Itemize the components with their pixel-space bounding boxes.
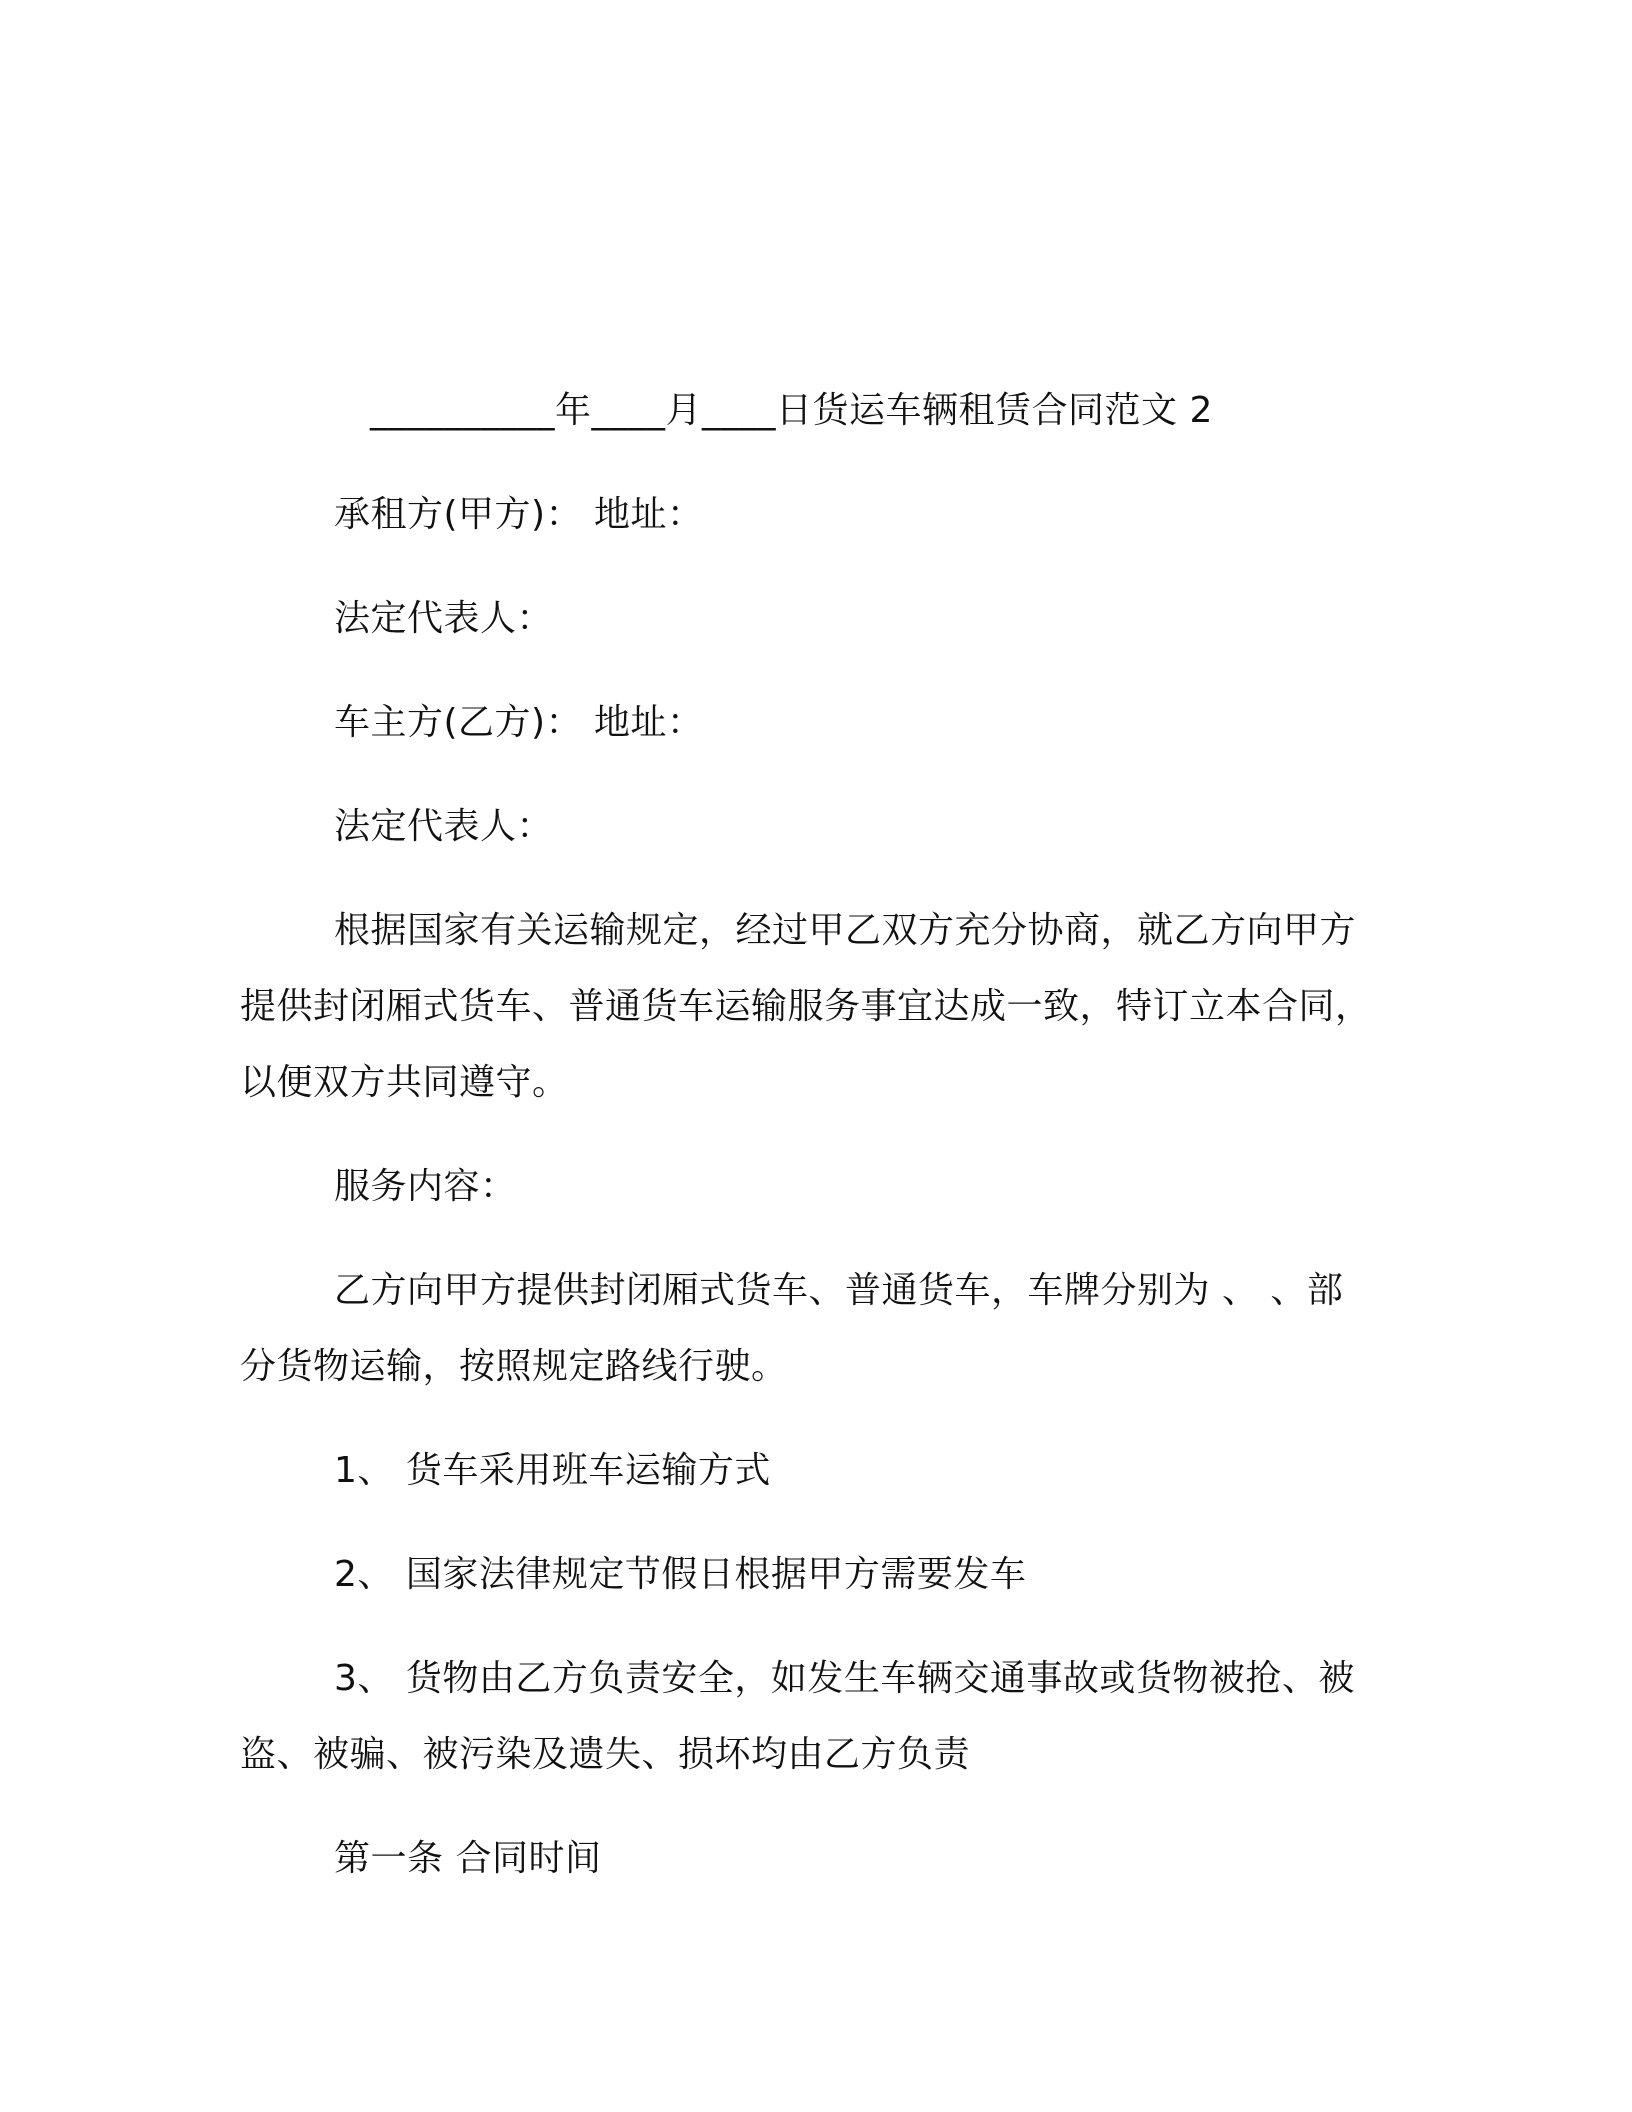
- service-paragraph-line-2: 分货物运输，按照规定路线行驶。: [240, 1346, 788, 1387]
- article-1-heading: 第一条 合同时间: [334, 1838, 602, 1879]
- service-item-3-line-2: 盗、被骗、被污染及遗失、损坏均由乙方负责: [240, 1734, 971, 1775]
- intro-paragraph-line-3: 以便双方共同遵守。: [240, 1062, 569, 1103]
- service-item-1: 1、 货车采用班车运输方式: [334, 1450, 771, 1491]
- service-paragraph-line-1: 乙方向甲方提供封闭厢式货车、普通货车，车牌分别为 、 、部: [334, 1270, 1344, 1311]
- party-b-line: 车主方(乙方)： 地址：: [334, 702, 704, 743]
- intro-paragraph-line-1: 根据国家有关运输规定，经过甲乙双方充分协商，就乙方向甲方: [334, 910, 1357, 951]
- service-heading: 服务内容：: [334, 1166, 517, 1207]
- party-a-line: 承租方(甲方)： 地址：: [334, 494, 704, 535]
- service-item-3-line-1: 3、 货物由乙方负责安全，如发生车辆交通事故或货物被抢、被: [334, 1658, 1355, 1699]
- service-item-2: 2、 国家法律规定节假日根据甲方需要发车: [334, 1554, 1027, 1595]
- document-title: __________年____月____日货运车辆租赁合同范文 2: [370, 390, 1213, 431]
- intro-paragraph-line-2: 提供封闭厢式货车、普通货车运输服务事宜达成一致，特订立本合同，: [240, 986, 1372, 1027]
- party-a-representative: 法定代表人：: [334, 598, 554, 639]
- party-b-representative: 法定代表人：: [334, 806, 554, 847]
